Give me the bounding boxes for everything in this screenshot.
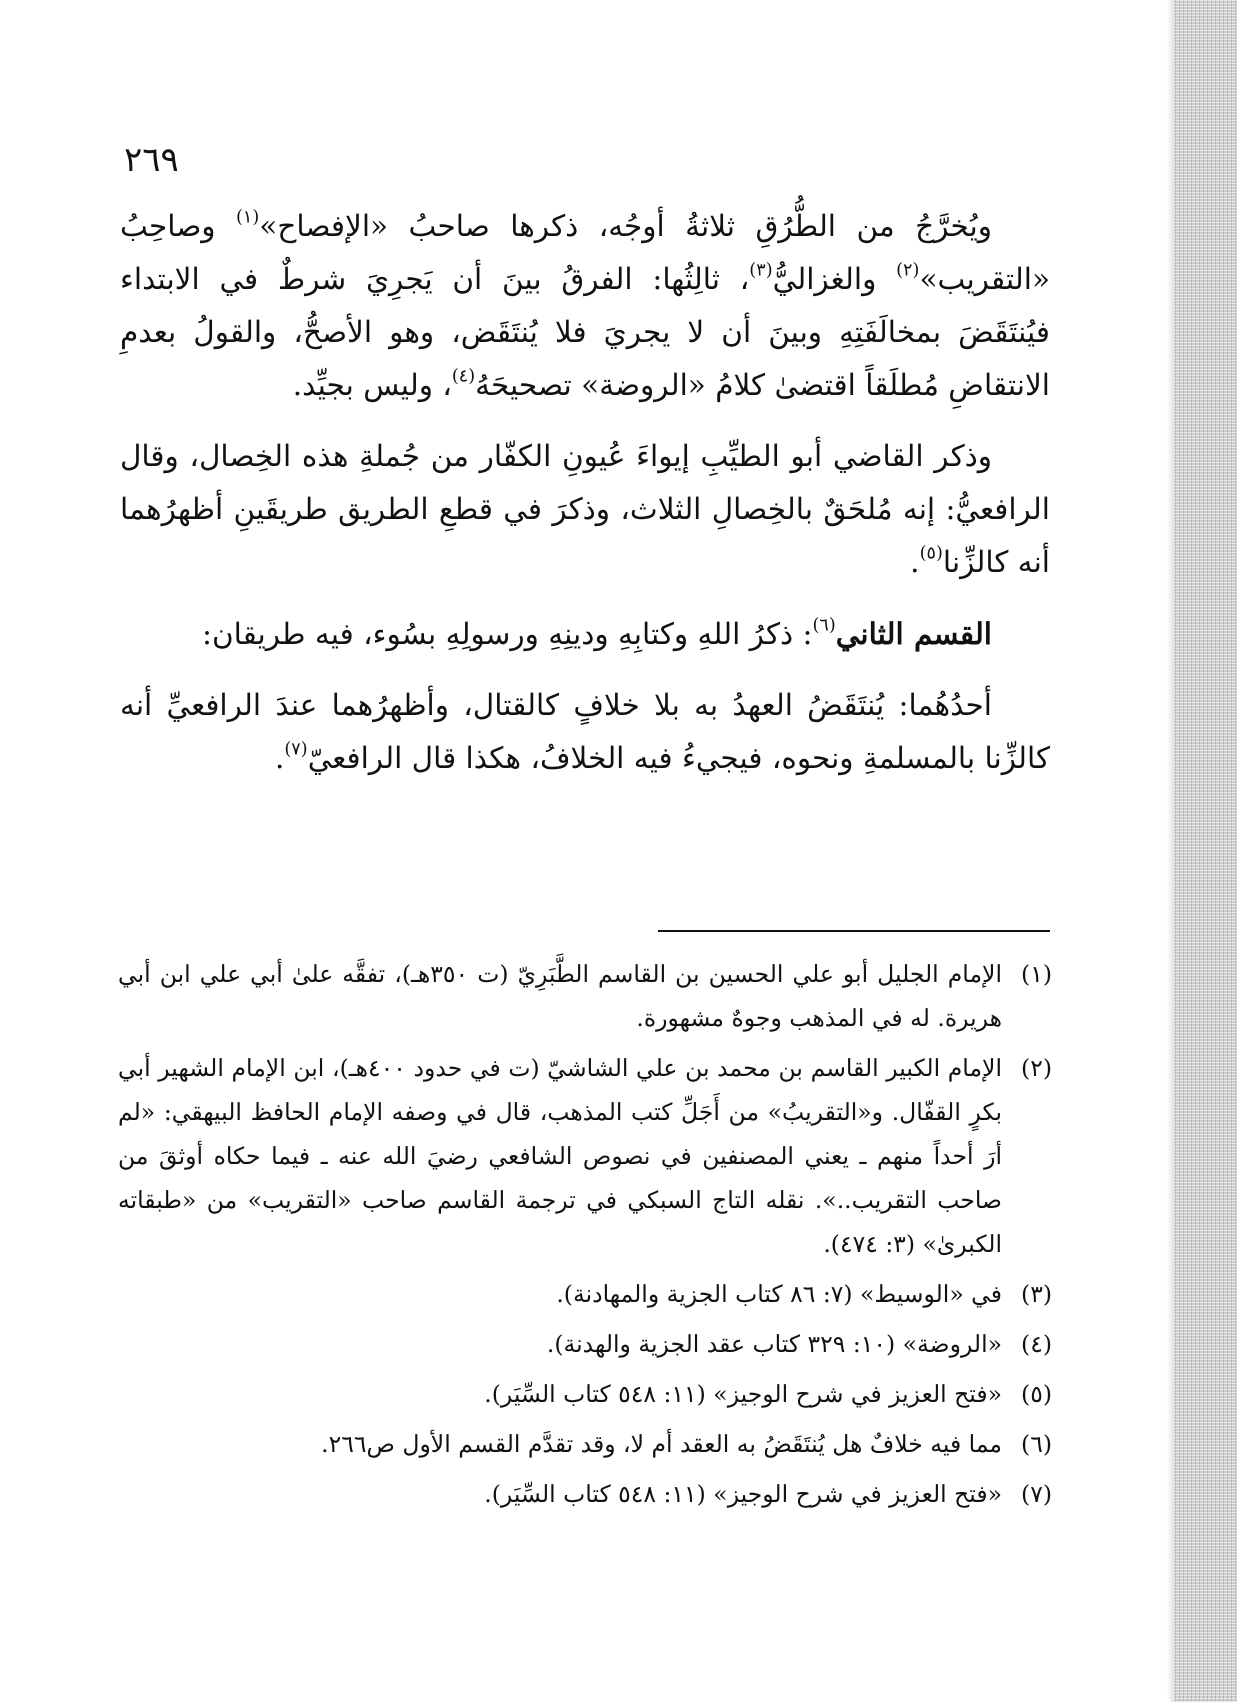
footnote-2 bbox=[118, 1046, 1052, 1266]
paragraph-4-text-a: أحدُهُما: يُنتَقَضُ العهدُ به بلا خلافٍ كالقتال، وأظهرُهما عندَ الرافعيِّ أنه كالزِّنا بالمسلمةِ ونحوه، فيجيءُ فيه الخلافُ، هكذا قال الرافعيّ bbox=[120, 688, 1050, 775]
paragraph-1-text-d: ، ثالِثُها: الفرقُ بينَ أن يَجرِيَ شرطٌ في الابتداء فيُنتَقَضَ بمخالَفَتِهِ وبينَ أن لا يجريَ فلا يُنتَقَض، وهو الأصحُّ، والقولُ بعدمِ الانتقاضِ مُطلَقاً اقتضىٰ كلامُ «الروضة» تصحيحَهُ bbox=[120, 262, 1050, 402]
footnote-5 bbox=[118, 1372, 1052, 1416]
page-number: ٢٦٩ bbox=[124, 140, 179, 180]
paragraph-4 bbox=[120, 679, 1050, 785]
scan-edge bbox=[1175, 0, 1237, 1702]
footnote-number: (٤) bbox=[1021, 1330, 1052, 1358]
footnote-text: مما فيه خلافٌ هل يُنتَقَضُ به العقد أم لا، وقد تقدَّم القسم الأول ص٢٦٦. bbox=[321, 1430, 1002, 1458]
paragraph-3 bbox=[120, 607, 1050, 661]
paragraph-2-text-b: . bbox=[910, 545, 920, 579]
footnote-7 bbox=[118, 1472, 1052, 1516]
footnote-text: «فتح العزيز في شرح الوجيز» (١١: ٥٤٨ كتاب السِّيَر). bbox=[484, 1480, 1002, 1508]
footnote-number: (٢) bbox=[1021, 1054, 1052, 1082]
footnote-number: (١) bbox=[1021, 960, 1052, 988]
paragraph-2 bbox=[120, 430, 1050, 589]
footnotes bbox=[118, 952, 1052, 1522]
paragraph-1-text-b: وصاحِبُ «التقريب» bbox=[120, 209, 1050, 296]
footnote-text: الإمام الكبير القاسم بن محمد بن علي الشاشيّ (ت في حدود ٤٠٠هـ)، ابن الإمام الشهير أبي بكرٍ القفّال. و«التقريبُ» من أَجَلِّ كتب المذهب، قال في وصفه الإمام الحافظ البيهقي: «لم أرَ أحداً منهم ـ يعني المصنفين في نصوص الشافعي رضيَ الله عنه ـ فيما حكاه أوثقَ من صاحب التقريب..». نقله التاج السبكي في ترجمة القاسم صاحب «التقريب» من «طبقاته الكبرىٰ» (٣: ٤٧٤). bbox=[118, 1054, 1002, 1258]
footnote-ref-6: (٦) bbox=[812, 615, 836, 636]
section-heading: القسم الثاني bbox=[835, 616, 992, 651]
main-text bbox=[120, 200, 1050, 803]
paragraph-1-text-e: ، وليس بجيِّد. bbox=[292, 368, 452, 402]
paragraph-1-text-c: والغزاليُّ bbox=[772, 262, 897, 296]
footnote-number: (٦) bbox=[1021, 1430, 1052, 1458]
footnote-ref-7: (٧) bbox=[284, 739, 308, 760]
footnote-text: «الروضة» (١٠: ٣٢٩ كتاب عقد الجزية والهدنة). bbox=[546, 1330, 1002, 1358]
footnote-ref-3: (٣) bbox=[749, 260, 773, 281]
footnote-ref-2: (٢) bbox=[896, 260, 920, 281]
footnote-text: «فتح العزيز في شرح الوجيز» (١١: ٥٤٨ كتاب السِّيَر). bbox=[484, 1380, 1002, 1408]
footnote-ref-5: (٥) bbox=[919, 543, 943, 564]
footnote-number: (٥) bbox=[1021, 1380, 1052, 1408]
footnote-4 bbox=[118, 1322, 1052, 1366]
paragraph-1 bbox=[120, 200, 1050, 412]
paragraph-4-text-b: . bbox=[274, 741, 285, 775]
footnote-number: (٧) bbox=[1021, 1480, 1052, 1508]
scan-shadow bbox=[1167, 0, 1175, 1702]
footnote-number: (٣) bbox=[1021, 1280, 1052, 1308]
footnote-ref-1: (١) bbox=[235, 207, 260, 228]
paragraph-2-text-a: وذكر القاضي أبو الطيِّبِ إيواءَ عُيونِ الكفّار من جُملةِ هذه الخِصال، وقال الرافعيُّ: إنه مُلحَقٌ بالخِصالِ الثلاث، وذكرَ في قطعِ الطريق طريقَينِ أظهرُهما أنه كالزِّنا bbox=[120, 439, 1050, 579]
paragraph-3-text-a: : ذكرُ اللهِ وكتابِهِ ودينِهِ ورسولِهِ بسُوء، فيه طريقان: bbox=[202, 617, 813, 651]
paragraph-1-text-a: ويُخرَّجُ من الطُّرُقِ ثلاثةُ أوجُه، ذكرها صاحبُ «الإفصاح» bbox=[259, 209, 992, 243]
footnote-ref-4: (٤) bbox=[451, 366, 476, 387]
footnote-text: الإمام الجليل أبو علي الحسين بن القاسم الطَّبَرِيّ (ت ٣٥٠هـ)، تفقَّه علىٰ أبي علي ابن أبي هريرة. له في المذهب وجوهٌ مشهورة. bbox=[118, 960, 1002, 1032]
footnote-separator bbox=[658, 930, 1050, 932]
footnote-1 bbox=[118, 952, 1052, 1040]
footnote-6 bbox=[118, 1422, 1052, 1466]
footnote-3 bbox=[118, 1272, 1052, 1316]
footnote-text: في «الوسيط» (٧: ٨٦ كتاب الجزية والمهادنة). bbox=[556, 1280, 1002, 1308]
